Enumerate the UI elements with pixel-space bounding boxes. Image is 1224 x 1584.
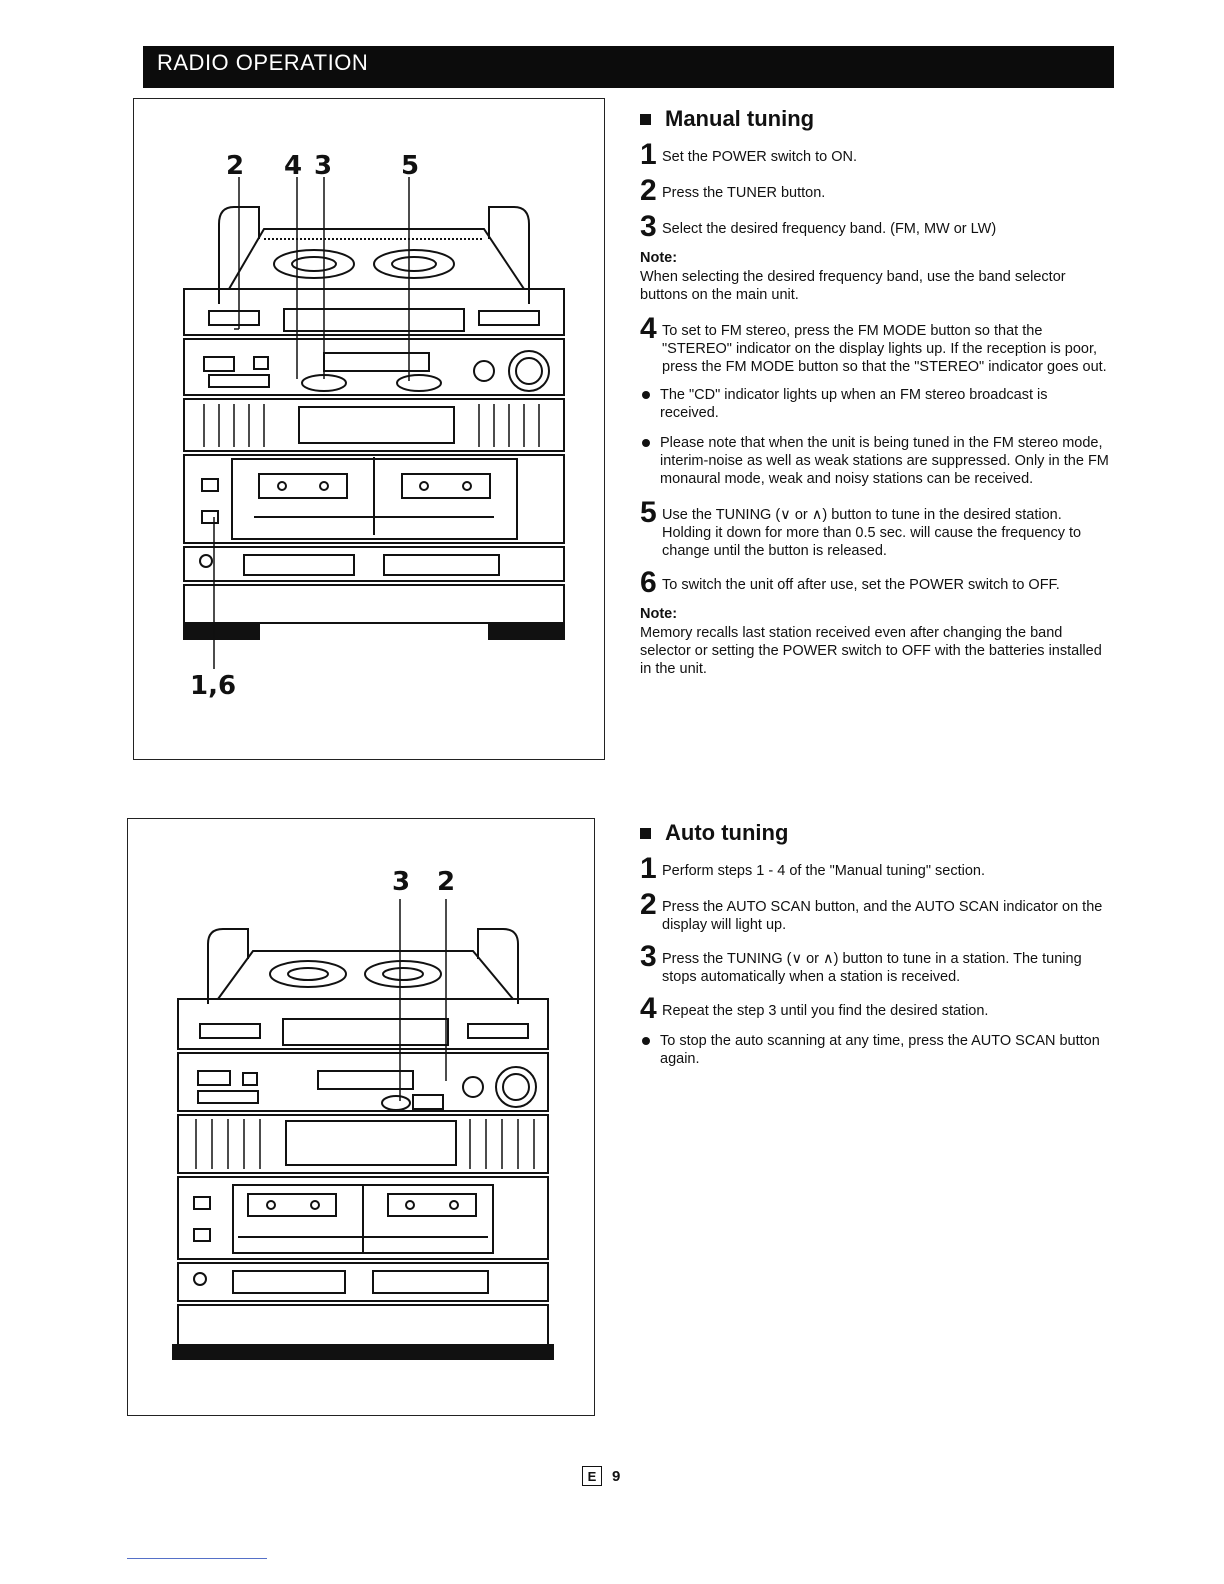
bullet-item: To stop the auto scanning at any time, press the AUTO SCAN button again. [640,1032,1110,1068]
callout-3: 3 [314,151,333,181]
callout-1-6: 1,6 [190,671,237,701]
manual-step-1: 1 Set the POWER switch to ON. [640,138,857,171]
note-label: Note: [640,606,678,622]
callout-2: 2 [226,151,245,181]
note-label: Note: [640,250,678,266]
page-number: 9 [612,1467,621,1485]
callout-2: 2 [437,867,456,897]
manual-step-5: 5 Use the TUNING (∨ or ∧) button to tune in the desired station. Holding it down for more than 0.5 sec. will cause the frequency to change until the button is released. [640,496,1082,559]
callout-3: 3 [392,867,411,897]
section-title: RADIO OPERATION [157,50,369,75]
manual-tuning-heading: Manual tuning [640,106,1110,132]
page-footer [582,1466,620,1486]
auto-step-1: 1 Perform steps 1 - 4 of the "Manual tuning" section. [640,852,986,885]
square-bullet-icon [640,114,651,125]
note-text: Memory recalls last station received even after changing the band selector or setting the POWER switch to OFF with the batteries installed in the unit. [640,625,1102,677]
callout-4: 4 [284,151,303,181]
auto-step-4: 4 Repeat the step 3 until you find the desired station. [640,992,989,1025]
auto-step-2: 2 Press the AUTO SCAN button, and the AUTO SCAN indicator on the display will light up. [640,888,1103,933]
stereo-illustration-auto [127,818,595,1416]
callout-5: 5 [401,151,420,181]
dot-bullet-icon [642,1037,650,1045]
bottom-divider [127,1558,267,1559]
language-badge: E [582,1466,602,1486]
manual-step-6: 6 To switch the unit off after use, set the POWER switch to OFF. [640,566,1060,599]
bullet-item: The "CD" indicator lights up when an FM stereo broadcast is received. [640,386,1110,422]
auto-step-3: 3 Press the TUNING (∨ or ∧) button to tune in a station. The tuning stops automatically when a station is received. [640,940,1082,985]
dot-bullet-icon [642,391,650,399]
stereo-unit-drawing-2 [128,819,594,1415]
manual-step-3: 3 Select the desired frequency band. (FM, MW or LW) [640,210,997,243]
square-bullet-icon [640,828,651,839]
stereo-illustration-manual [133,98,605,760]
manual-tuning-section [640,106,1110,690]
section-header-bar [143,46,1114,88]
note-text: When selecting the desired frequency band, use the band selector buttons on the main unit. [640,269,1066,303]
stereo-unit-drawing [134,99,604,759]
manual-step-4: 4 To set to FM stereo, press the FM MODE button so that the "STEREO" indicator on the display lights up. If the reception is poor, press the FM MODE button so that the "STEREO" indicator goes out. [640,312,1107,375]
auto-tuning-heading: Auto tuning [640,820,1110,846]
manual-step-2: 2 Press the TUNER button. [640,174,826,207]
dot-bullet-icon [642,439,650,447]
auto-tuning-section [640,820,1110,1080]
bullet-item: Please note that when the unit is being tuned in the FM stereo mode, interim-noise as well as weak stations are suppressed. Only in the FM monaural mode, weak and noisy stations can be received. [640,434,1110,488]
